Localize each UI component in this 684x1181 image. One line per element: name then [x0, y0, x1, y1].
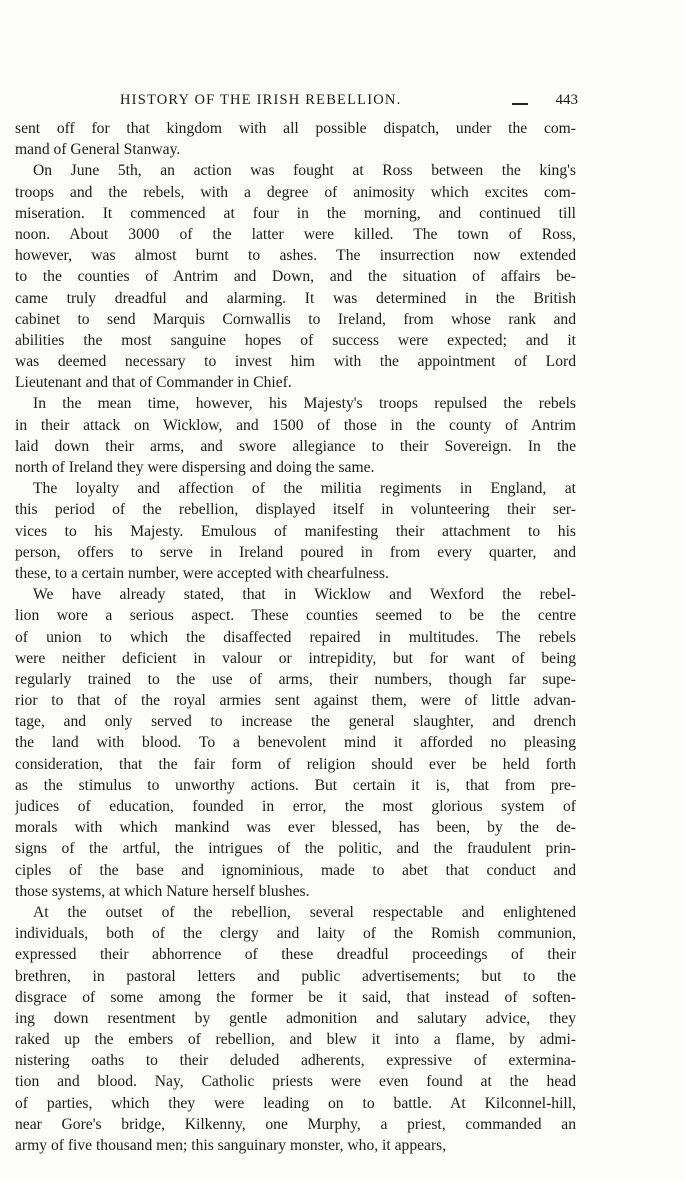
text-line: those systems, at which Nature herself blushes.: [15, 882, 310, 900]
paragraph: [15, 118, 576, 160]
text-line: In the mean time, however, his Majesty's troops repulsed the rebels: [33, 395, 576, 413]
text-line: The loyalty and affection of the militia regiments in England, at: [33, 480, 576, 498]
running-title: HISTORY OF THE IRISH REBELLION.: [120, 92, 402, 108]
text-line: miseration. It commenced at four in the morning, and continued till: [15, 204, 576, 222]
text-line: rior to that of the royal armies sent against them, were of little advan-: [15, 692, 576, 710]
text-line: near Gore's bridge, Kilkenny, one Murphy, a priest, commanded an: [15, 1115, 576, 1133]
text-line: regularly trained to the use of arms, their numbers, though far supe-: [15, 670, 576, 688]
paragraph: [15, 393, 576, 478]
header-dash-mark: [512, 103, 528, 105]
paragraph: [15, 902, 576, 1156]
page-number: 443: [555, 92, 578, 108]
text-line: noon. About 3000 of the latter were killed. The town of Ross,: [15, 225, 576, 243]
text-line: laid down their arms, and swore allegiance to their Sovereign. In the: [15, 437, 576, 455]
text-line: this period of the rebellion, displayed itself in volunteering their ser-: [15, 501, 576, 519]
text-line: consideration, that the fair form of religion should ever be held forth: [15, 755, 576, 773]
text-line: was deemed necessary to invest him with the appointment of Lord: [15, 353, 576, 371]
text-line: army of five thousand men; this sanguinary monster, who, it appears,: [15, 1137, 447, 1154]
text-line: tion and blood. Nay, Catholic priests were even found at the head: [15, 1073, 576, 1091]
paragraph: [15, 160, 576, 393]
text-line: vices to his Majesty. Emulous of manifesting their attachment to his: [15, 522, 576, 540]
text-line: north of Ireland they were dispersing and doing the same.: [15, 459, 375, 476]
text-line: however, was almost burnt to ashes. The insurrection now extended: [15, 247, 576, 265]
text-line: nistering oaths to their deluded adherents, expressive of extermina-: [15, 1052, 576, 1070]
text-line: cabinet to send Marquis Cornwallis to Ireland, from whose rank and: [15, 310, 576, 328]
text-line: were neither deficient in valour or intrepidity, but for want of being: [15, 649, 576, 667]
text-line: At the outset of the rebellion, several respectable and enlightened: [33, 903, 576, 921]
text-line: raked up the embers of rebellion, and blew it into a flame, by admi-: [15, 1031, 576, 1049]
text-line: of parties, which they were leading on to battle. At Kilconnel-hill,: [15, 1094, 576, 1112]
paragraph: [15, 478, 576, 584]
text-line: abilities the most sanguine hopes of success were expected; and it: [15, 331, 576, 349]
text-line: disgrace of some among the former be it said, that instead of soften-: [15, 988, 576, 1006]
text-line: We have already stated, that in Wicklow and Wexford the rebel-: [33, 586, 576, 604]
text-line: expressed their abhorrence of these dreadful proceedings of their: [15, 946, 576, 964]
text-line: in their attack on Wicklow, and 1500 of those in the county of Antrim: [15, 416, 576, 434]
text-line: tage, and only served to increase the general slaughter, and drench: [15, 713, 576, 731]
body-text: [15, 118, 576, 1156]
text-line: sent off for that kingdom with all possible dispatch, under the com-: [15, 120, 576, 137]
text-line: ciples of the base and ignominious, made to abet that conduct and: [15, 861, 576, 879]
paragraph: [15, 584, 576, 902]
text-line: Lieutenant and that of Commander in Chief.: [15, 374, 292, 392]
text-line: signs of the artful, the intrigues of the politic, and the fraudulent prin-: [15, 840, 576, 858]
text-line: came truly dreadful and alarming. It was determined in the British: [15, 289, 576, 307]
text-line: as the stimulus to unworthy actions. But certain it is, that from pre-: [15, 776, 576, 794]
text-line: individuals, both of the clergy and laity of the Romish communion,: [15, 925, 576, 943]
text-line: the land with blood. To a benevolent mind it afforded no pleasing: [15, 734, 576, 752]
text-line: morals with which mankind was ever blessed, has been, by the de-: [15, 819, 576, 837]
text-line: lion wore a serious aspect. These counties seemed to be the centre: [15, 607, 576, 625]
text-line: brethren, in pastoral letters and public advertisements; but to the: [15, 967, 576, 985]
text-line: person, offers to serve in Ireland poured in from every quarter, and: [15, 543, 576, 561]
text-line: judices of education, founded in error, the most glorious system of: [15, 798, 576, 815]
text-line: troops and the rebels, with a degree of animosity which excites com-: [15, 183, 576, 201]
text-line: mand of General Stanway.: [15, 141, 181, 159]
page-header: [120, 92, 578, 114]
text-line: to the counties of Antrim and Down, and the situation of affairs be-: [15, 268, 576, 286]
text-line: of union to which the disaffected repaired in multitudes. The rebels: [15, 628, 576, 646]
text-line: ing down resentment by gentle admonition and salutary advice, they: [15, 1009, 576, 1027]
text-line: On June 5th, an action was fought at Ross between the king's: [33, 162, 576, 180]
text-line: these, to a certain number, were accepted with chearfulness.: [15, 564, 389, 582]
